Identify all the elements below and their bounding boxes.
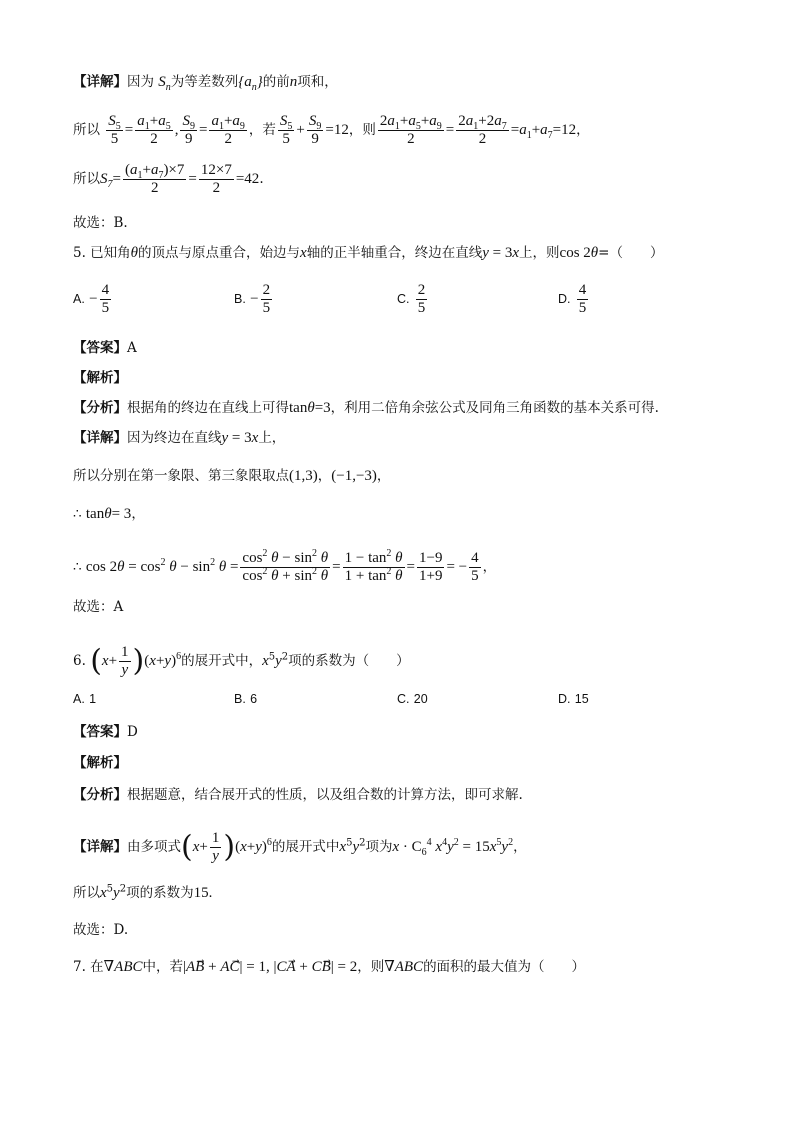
detail-5: 【详解】因为终边在直线y = 3x上， [73, 430, 286, 446]
option-c-6[interactable]: C. 20 [397, 692, 428, 706]
question-5: 5. 已知角θ的顶点与原点重合，始边与x轴的正半轴重合，终边在直线y = 3x上，则cos 2θ=（ ） [73, 245, 664, 261]
analysis-6: 【分析】根据题意，结合展开式的性质，以及组合数的计算方法，即可求解. [73, 787, 523, 803]
text: . [259, 171, 264, 187]
text: 的前 [262, 74, 290, 90]
question-6: 6. (x+ $\frac{1}{y}$ )$(x+y)^6$的展开式中，$x^5y^2$项的系数为（ ） [73, 643, 410, 679]
text: 上，则 [519, 245, 560, 261]
detail-6-line-2: 所以$x^5y^2$项的系数为15. [73, 883, 213, 901]
text: 的顶点与原点重合，始边与 [138, 245, 301, 261]
option-b[interactable]: B. − $\frac{2}{5}$ [234, 282, 271, 316]
option-d-6[interactable]: D. 15 [558, 692, 589, 706]
answer-line-5: 故选：A [73, 599, 124, 615]
analysis-heading-6: 【解析】 [73, 755, 127, 771]
math: $\{a_n\}$ [238, 74, 263, 93]
fraction: $\frac{S_9}{9}$ [182, 113, 195, 147]
fraction: $\frac{S_5}{5}$ [279, 113, 293, 147]
math: n [289, 74, 298, 90]
option-d[interactable]: D. $\frac{4}{5}$ [558, 282, 587, 316]
option-c[interactable]: C. $\frac{2}{5}$ [397, 282, 426, 316]
answer-5: 【答案】A [73, 340, 137, 356]
text: ，若 [248, 122, 276, 138]
answer-line: 故选：B. [73, 215, 128, 231]
option-b-6[interactable]: B. 6 [234, 692, 258, 706]
question-7: 7. 在∇ABC中，若|AB⃗ + AC⃗| = 1, |CA⃗ + CB⃗| = 2，则∇ABC的面积的最大值为（ ） [73, 959, 586, 975]
text: 因为 [127, 74, 154, 90]
line-2: 所以 $\frac{S_5}{5}$ = $\frac{a_1+a_5}{2}$ , $\frac{S_9}{9}$ = $\frac{a_1+a_9}{2}$ ，若 $\frac{S_5}{5}$ + $\frac{S_9}{9}$ =12，则 $\frac{2a_1+a_5+a_9}{2}$ = $\frac{2a_1+2a_7}{2}$ $=a_1+a_7=12$， [73, 113, 590, 147]
answer-line-6: 故选：D. [73, 922, 129, 938]
math: $S_7$ [100, 171, 113, 190]
line-3: 所以$S_7=$ $\frac{(a_1+a_7)\times 7}{2}$ = $\frac{12\times 7}{2}$ =42. [73, 162, 264, 196]
detail-tag: 【详解】 [73, 74, 127, 90]
fraction: $\frac{(a_1+a_7)\times 7}{2}$ [124, 162, 185, 196]
fraction: $\frac{a_1+a_9}{2}$ [211, 113, 245, 147]
text: =（ ） [598, 245, 664, 261]
option-a[interactable]: A. − $\frac{4}{5}$ [73, 282, 110, 316]
fraction: $\frac{2a_1+2a_7}{2}$ [458, 113, 507, 147]
detail-5-line-4: ∴ $\cos 2\theta = \cos^2 \theta - \sin^2 \theta$ = $\frac{\cos^2 \theta - \sin^2 \theta}{\cos^2 \theta + \sin^2 \theta}$ = $\frac{1 - \tan^2 \theta}{1 + \tan^2 \theta}$ = $\frac{1-9}{1+9}$ = − $\frac{4}{5}$ ， [73, 548, 497, 584]
detail-5-line-3: ∴ tanθ= 3， [73, 506, 145, 522]
option-a-6[interactable]: A. 1 [73, 692, 97, 706]
detail-6: 【详解】由多项式(x+ $\frac{1}{y}$ )$(x+y)^6$的展开式中$x^5y^2$项为$x \cdot C_6^4$ $x^4y^2 = 15x^5y^2$， [73, 829, 527, 865]
text: 5. 已知角 [73, 245, 131, 261]
detail-5-line-2: 所以分别在第一象限、第三象限取点(1,3)，(−1,−3)， [73, 468, 391, 484]
analysis-heading-5: 【解析】 [73, 370, 127, 386]
fraction: $\frac{a_1+a_5}{2}$ [137, 113, 171, 147]
fraction: $\frac{2a_1+a_5+a_9}{2}$ [379, 113, 442, 147]
math: $S_n$ [158, 74, 171, 93]
text: 所以 [73, 171, 100, 187]
text: 所以 [73, 122, 100, 138]
text: ，则 [348, 122, 376, 138]
line-1 [73, 72, 734, 92]
analysis-5: 【分析】根据角的终边在直线上可得tanθ=3，利用二倍角余弦公式及同角三角函数的基本关系可得. [73, 400, 659, 416]
fraction: $\frac{S_5}{5}$ [108, 113, 121, 147]
fraction: $\frac{S_9}{9}$ [308, 113, 322, 147]
text: ， [576, 122, 590, 138]
answer-6: 【答案】D [73, 724, 138, 740]
fraction: $\frac{12\times 7}{2}$ [200, 162, 232, 196]
text: 为等差数列 [170, 74, 239, 90]
text: 轴的正半轴重合，终边在直线 [306, 245, 483, 261]
text: 项和， [297, 74, 338, 90]
